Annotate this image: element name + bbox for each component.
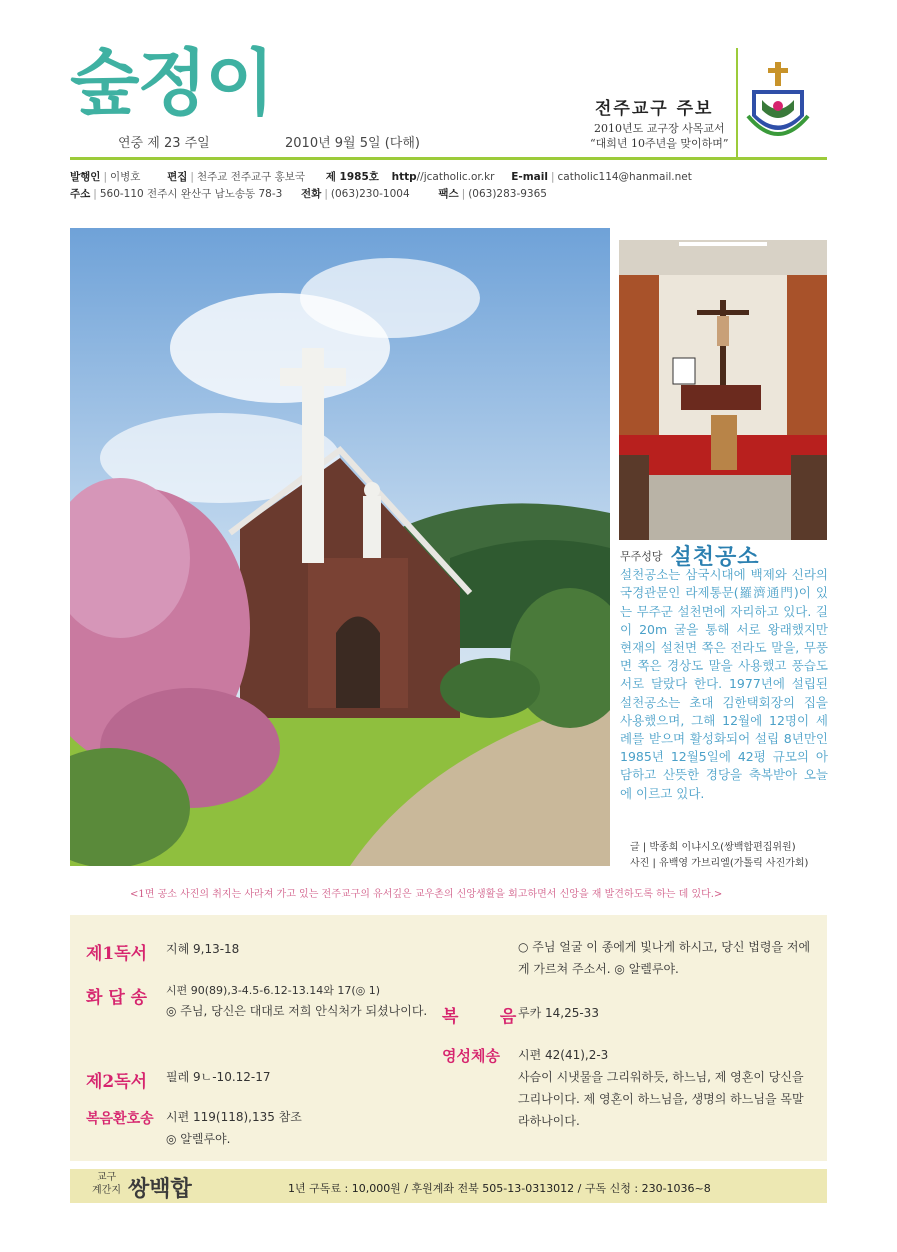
subscription-info: 1년 구독료 : 10,000원 / 후원계좌 전북 505-13-0313012 / 구독 신청 : 230-1036~8 xyxy=(288,1182,711,1195)
communion-text: 사슴이 시냇물을 그리워하듯, 하느님, 제 영혼이 당신을 그리나이다. 제 영혼이 하느님을, 생명의 하느님을 목말라하나이다. xyxy=(518,1070,804,1128)
motto-line-2: “대희년 10주년을 맞이하며” xyxy=(590,137,729,150)
phone-label: 전화 xyxy=(301,188,322,200)
website-link[interactable]: //jcatholic.or.kr xyxy=(416,171,495,183)
alleluia-verse: ○ 주님 얼굴 이 종에게 빛나게 하시고, 당신 법령을 저에게 가르쳐 주소서. ◎ 알렐루야. xyxy=(518,940,811,976)
psalm-ref: 시편 90(89),3-4.5-6.12-13.14와 17(◎ 1) xyxy=(166,984,381,997)
church-photo xyxy=(70,228,610,866)
article-body: 설천공소는 삼국시대에 백제와 신라의 국경관문인 라제통문(羅濟通門)이 있는 무주군 설천면에 자리하고 있다. 길이 20m 굴을 통해 서로 왕래했지만 현재의 설천면 쪽은 전라도 말을, 무풍면 쪽은 경상도 말을 사용했고 풍습도 서로 달랐다 한다. 1977년에 설립된 설천공소는 초대 김한택회장의 집을 사용했으며, 그해 12월에 12명이 세례를 받으며 활성화되어 설립 8년만인 1985년 12월5일에 42평 규모의 아담하고 산뜻한 경당을 축복받아 오늘에 이르고 있다. xyxy=(620,567,828,801)
altar-photo xyxy=(619,240,827,540)
article xyxy=(620,544,828,803)
fax: (063)283-9365 xyxy=(468,188,547,200)
address-label: 주소 xyxy=(70,188,91,200)
article-header xyxy=(620,544,828,570)
address-row: 주소 | 560-110 전주시 완산구 남노송동 78-3 전화 | (063)230-1004 팩스 | (063)283-9365 xyxy=(70,188,547,200)
editor-label: 편집 xyxy=(167,171,188,183)
issue-date: 2010년 9월 5일 (다해) xyxy=(285,136,420,151)
communion-ref: 시편 42(41),2-3 xyxy=(518,1048,609,1062)
footer-label xyxy=(92,1171,121,1197)
diocese-title: 전주교구 주보 xyxy=(595,99,714,119)
gospel-label: 복 음 xyxy=(442,1007,517,1027)
psalm-text: ◎ 주님, 당신은 대대로 저희 안식처가 되셨나이다. xyxy=(166,1004,428,1018)
footer-label-1: 교구 xyxy=(96,1172,117,1183)
email-link[interactable]: catholic114@hanmail.net xyxy=(557,171,692,183)
second-reading-ref: 필레 9ㄴ-10.12-17 xyxy=(166,1070,271,1084)
publisher-label: 발행인 xyxy=(70,171,101,183)
communion-label: 영성체송 xyxy=(442,1047,500,1065)
email-label: E-mail xyxy=(511,171,548,183)
footer-brand: 쌍백합 xyxy=(128,1176,192,1202)
address: 560-110 전주시 완산구 남노송동 78-3 xyxy=(99,188,283,200)
publisher-name: 이병호 xyxy=(109,171,141,183)
first-reading-ref: 지혜 9,13-18 xyxy=(166,942,240,956)
article-title: 설천공소 xyxy=(670,544,760,570)
issue-number: 제 1985호 xyxy=(325,171,379,183)
footer-label-2: 계간지 xyxy=(92,1185,121,1196)
gospel-ref: 루카 14,25-33 xyxy=(518,1006,599,1020)
credit-text: 글 | 박종희 이냐시오(쌍백합편집위원) xyxy=(630,842,796,853)
credit-photo: 사진 | 유백영 가브리엘(가톨릭 사진가회) xyxy=(630,858,809,869)
alleluia-ref: 시편 119(118),135 참조 xyxy=(166,1110,302,1124)
psalm-label: 화 답 송 xyxy=(86,988,148,1008)
fax-label: 팩스 xyxy=(438,188,459,200)
masthead-title: 숲정이 xyxy=(70,40,273,125)
phone: (063)230-1004 xyxy=(330,188,410,200)
second-reading-label: 제2독서 xyxy=(86,1072,148,1092)
first-reading-label: 제1독서 xyxy=(86,944,148,964)
alleluia-label: 복음환호송 xyxy=(86,1111,154,1127)
editor-name: 천주교 전주교구 홍보국 xyxy=(196,171,306,183)
header-divider xyxy=(70,157,827,160)
article-parish: 무주성당 xyxy=(620,550,663,563)
publisher-row: 발행인 | 이병호 편집 | 천주교 전주교구 홍보국 제 1985호 http//jcatholic.or.kr E-mail | catholic114@hanmail.net xyxy=(70,171,692,183)
photo-caption: <1면 공소 사진의 취지는 사라져 가고 있는 전주교구의 유서깊은 교우촌의 신앙생활을 회고하면서 신앙을 재 발견하도록 하는 데 있다.> xyxy=(130,889,723,900)
masthead xyxy=(70,38,330,133)
issue-label: 연중 제 23 주일 xyxy=(118,136,210,151)
header-divider-vertical xyxy=(736,48,738,158)
motto-line-1: 2010년도 교구장 사목교서 xyxy=(594,122,725,135)
alleluia-text: ◎ 알렐루야. xyxy=(166,1132,231,1146)
http-label: http xyxy=(391,171,417,183)
diocese-emblem-icon xyxy=(742,60,814,150)
